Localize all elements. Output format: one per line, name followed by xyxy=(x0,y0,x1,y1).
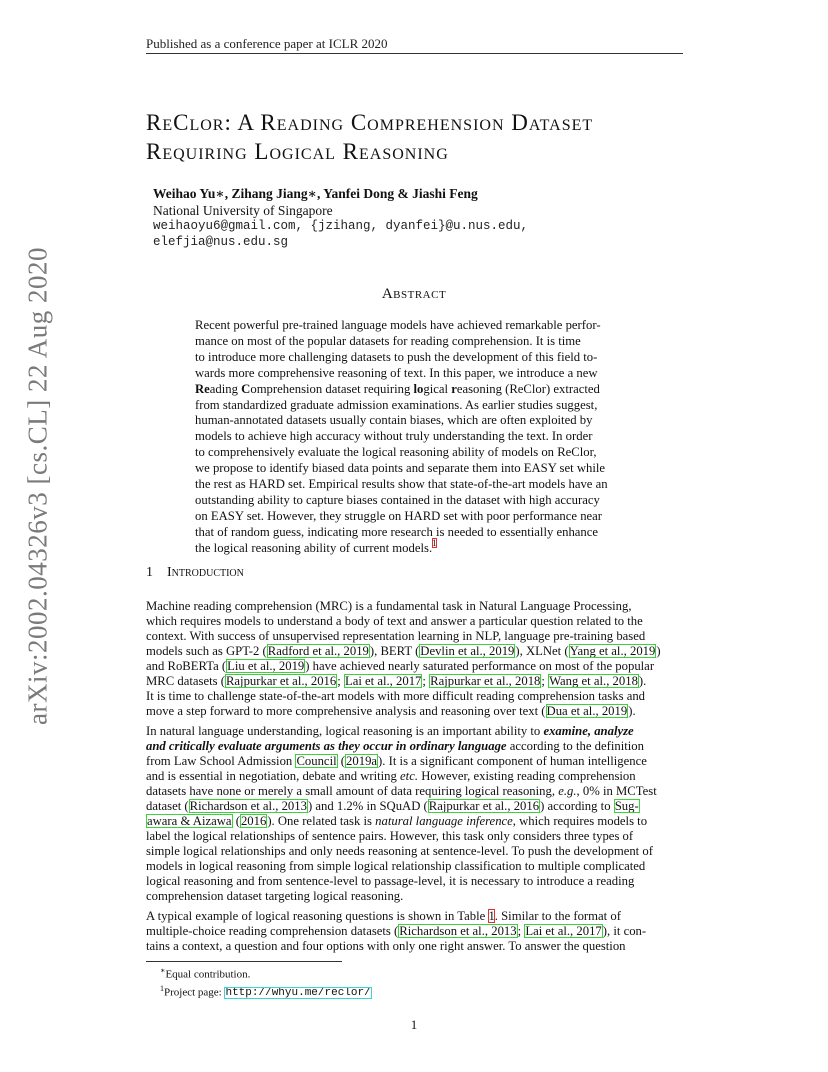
footnote-text: Equal contribution. xyxy=(165,968,251,981)
paragraph-line xyxy=(146,924,683,939)
abstract-heading: Abstract xyxy=(381,286,447,302)
citation-link[interactable]: Sug- xyxy=(614,799,639,813)
paragraph-line xyxy=(146,769,683,784)
text-fragment: gical xyxy=(423,381,452,396)
text-fragment: multiple-choice reading comprehension datasets ( xyxy=(146,924,399,938)
arxiv-stamp xyxy=(20,247,56,725)
text-fragment: datasets have none or merely a small amount of data requiring logical reasoning, xyxy=(146,784,559,798)
text-fragment: ), it con- xyxy=(602,924,647,938)
citation-link[interactable]: Devlin et al., 2019 xyxy=(420,644,515,658)
paragraph-line: logical reasoning and from sentence-level to passage-level, it is necessary to introduce a reading xyxy=(146,874,635,888)
text-fragment: , 0% in MCTest xyxy=(576,784,657,798)
text-fragment: ) xyxy=(656,644,661,658)
bold-fragment: lo xyxy=(413,381,424,396)
footnote-mark: ∗ xyxy=(160,966,166,975)
footnote-mark: 1 xyxy=(160,983,164,993)
citation-link[interactable]: Lai et al., 2017 xyxy=(344,674,422,688)
text-fragment: ). It is a significant component of human intelligence xyxy=(378,754,647,768)
bold-fragment: C xyxy=(241,381,251,396)
citation-link[interactable]: Rajpurkar et al., 2018 xyxy=(430,674,541,688)
bold-fragment: r xyxy=(451,381,457,396)
paragraph-line: context. With success of unsupervised representation learning in NLP, language pre-training based xyxy=(146,629,646,643)
italic-fragment: natural language inference xyxy=(375,814,513,828)
intro-paragraph-2 xyxy=(146,724,683,904)
text-fragment: ading xyxy=(209,381,242,396)
paragraph-line: Machine reading comprehension (MRC) is a fundamental task in Natural Language Processing, xyxy=(146,599,632,613)
italic-fragment: e.g. xyxy=(558,784,577,798)
text-fragment: ) and 1.2% in SQuAD ( xyxy=(307,799,428,813)
text-fragment: ). xyxy=(638,674,647,688)
text-fragment: ; xyxy=(517,924,525,938)
paragraph-line: models in logical reasoning from simple logical relationship classification to multiple complicated xyxy=(146,859,646,873)
abstract-line xyxy=(195,538,635,557)
abstract-line: models to achieve high accuracy without truly understanding the text. In order xyxy=(195,429,593,444)
intro-paragraph-1 xyxy=(146,599,683,719)
citation-link[interactable]: Richardson et al., 2013 xyxy=(399,924,517,938)
arxiv-stamp-text: arXiv:2002.04326v3 [cs.CL] 22 Aug 2020 xyxy=(22,247,53,725)
text-fragment: However, existing reading comprehension xyxy=(418,769,636,783)
text-fragment: ( xyxy=(337,754,346,768)
paragraph-line xyxy=(146,644,683,659)
paragraph-line: It is time to challenge state-of-the-art models with more difficult reading comprehension tasks and xyxy=(146,689,646,703)
title-line-1: ReClor: A Reading Comprehension Dataset xyxy=(146,110,594,135)
citation-link[interactable]: Council xyxy=(296,754,337,768)
text-fragment: , which requires models to xyxy=(512,814,648,828)
citation-link[interactable]: 2019a xyxy=(346,754,378,768)
text-fragment: models such as GPT-2 ( xyxy=(146,644,267,658)
text-fragment: and is essential in negotiation, debate and writing xyxy=(146,769,401,783)
section-heading-introduction xyxy=(146,565,244,581)
paragraph-line: tains a context, a question and four options with only one right answer. To answer the question xyxy=(146,939,626,953)
text-fragment: dataset ( xyxy=(146,799,189,813)
citation-link[interactable]: Wang et al., 2018 xyxy=(549,674,638,688)
abstract-line: that of random guess, indicating more research is needed to essentially enhance xyxy=(195,524,599,539)
text-fragment: . Similar to the format of xyxy=(494,909,621,923)
author-emails xyxy=(153,218,528,250)
citation-link[interactable]: Lai et al., 2017 xyxy=(525,924,602,938)
abstract-line: Recent powerful pre-trained language models have achieved remarkable perfor- xyxy=(195,318,601,332)
page-number: 1 xyxy=(410,1017,418,1032)
text-fragment: A typical example of logical reasoning questions is shown in Table xyxy=(146,909,489,923)
citation-link[interactable]: awara & Aizawa xyxy=(147,814,232,828)
section-number: 1 xyxy=(146,565,153,580)
footnote-rule xyxy=(146,961,342,962)
citation-link[interactable]: Yang et al., 2019 xyxy=(569,644,656,658)
text-fragment: ), BERT ( xyxy=(369,644,420,658)
abstract-line: to comprehensively evaluate the logical reasoning ability of models on ReClor, xyxy=(195,445,597,460)
abstract-body xyxy=(195,318,635,557)
abstract-line: to introduce more challenging datasets to push the development of this field to- xyxy=(195,349,598,364)
text-fragment: easoning (ReClor) extracted xyxy=(456,381,600,396)
text-fragment: ) have achieved nearly saturated performance on most of the popular xyxy=(305,659,655,673)
text-fragment: move a step forward to more comprehensive analysis and reasoning over text ( xyxy=(146,704,546,718)
text-fragment: according to the definition xyxy=(506,739,644,753)
bold-fragment: Re xyxy=(195,381,210,396)
paper-title xyxy=(146,108,706,166)
text-fragment: ) according to xyxy=(540,799,614,813)
text-fragment: ). One related task is xyxy=(267,814,376,828)
intro-paragraph-3 xyxy=(146,909,683,954)
paragraph-line: comprehension dataset targeting logical reasoning. xyxy=(146,889,404,903)
paragraph-line xyxy=(146,739,683,754)
text-fragment: ). xyxy=(628,704,636,718)
text-fragment: ; xyxy=(422,674,430,688)
paragraph-line xyxy=(146,704,683,719)
footnote-equal-contribution xyxy=(160,964,372,982)
paragraph-line: simple logical relationships and only needs reasoning at sentence-level. To push the development of xyxy=(146,844,653,858)
paragraph-line xyxy=(146,909,683,924)
abstract-line: we propose to identify biased data points and separate them into EASY set while xyxy=(195,461,606,476)
text-fragment: ), XLNet ( xyxy=(515,644,569,658)
paragraph-line xyxy=(146,784,683,799)
email-line-1: weihaoyu6@gmail.com, {jzihang, dyanfei}@u.nus.edu, xyxy=(153,219,529,233)
citation-link[interactable]: 2016 xyxy=(240,814,267,828)
paragraph-line xyxy=(146,799,683,814)
footnotes xyxy=(160,964,372,1000)
abstract-line: outstanding ability to capture biases contained in the dataset with high accuracy xyxy=(195,492,600,507)
abstract-line: wards more comprehensive reasoning of text. In this paper, we introduce a new xyxy=(195,365,598,380)
abstract-line: mance on most of the popular datasets for reading comprehension. It is time xyxy=(195,333,581,348)
citation-link[interactable]: Dua et al., 2019 xyxy=(546,704,628,718)
paragraph-line: label the logical relationships of sentence pairs. However, this task only considers three types of xyxy=(146,829,634,843)
email-line-2: elefjia@nus.edu.sg xyxy=(153,235,289,249)
section-title: Introduction xyxy=(167,565,244,580)
project-page-link[interactable]: http://whyu.me/reclor/ xyxy=(225,987,371,1000)
table-reference-link[interactable]: 1 xyxy=(488,909,495,923)
abstract-line xyxy=(195,382,635,398)
citation-link[interactable]: Radford et al., 2019 xyxy=(267,644,369,658)
abstract-line: on EASY set. However, they struggle on HARD set with poor performance near xyxy=(195,508,603,523)
header-rule xyxy=(146,53,683,54)
paragraph-line: which requires models to understand a body of text and answer a particular question related to the xyxy=(146,614,643,628)
paragraph-line xyxy=(146,674,683,689)
text-fragment: the logical reasoning ability of current models. xyxy=(195,540,433,555)
text-fragment: ; xyxy=(337,674,344,688)
abstract-line: the rest as HARD set. Empirical results show that state-of-the-art models have an xyxy=(195,477,608,492)
citation-link[interactable]: Richardson et al., 2013 xyxy=(189,799,307,813)
citation-link[interactable]: Rajpurkar et al., 2016 xyxy=(428,799,540,813)
text-fragment: from Law School Admission xyxy=(146,754,296,768)
author-affiliation: National University of Singapore xyxy=(153,203,333,218)
text-fragment: MRC datasets ( xyxy=(146,674,225,688)
text-fragment: ( xyxy=(232,814,240,828)
italic-fragment: etc. xyxy=(400,769,419,783)
author-names: Weihao Yu∗, Zihang Jiang∗, Yanfei Dong & Jiashi Feng xyxy=(153,186,478,201)
emphasis-fragment: examine, analyze xyxy=(543,724,634,738)
paragraph-line xyxy=(146,754,683,769)
title-line-2: Requiring Logical Reasoning xyxy=(146,139,449,164)
text-fragment: omprehension dataset requiring xyxy=(250,381,414,396)
footnote-link-1[interactable]: 1 xyxy=(432,538,437,549)
abstract-line: human-annotated datasets usually contain biases, which are often exploited by xyxy=(195,413,593,428)
citation-link[interactable]: Liu et al., 2019 xyxy=(227,659,305,673)
paragraph-line xyxy=(146,814,683,829)
conference-header: Published as a conference paper at ICLR 2020 xyxy=(146,36,388,51)
emphasis-fragment: and critically evaluate arguments as they occur in ordinary language xyxy=(146,739,507,753)
footnote-project-page xyxy=(160,982,372,1001)
text-fragment: ; xyxy=(541,674,549,688)
paragraph-line xyxy=(146,659,683,674)
text-fragment: In natural language understanding, logical reasoning is an important ability to xyxy=(146,724,544,738)
citation-link[interactable]: Rajpurkar et al., 2016 xyxy=(225,674,337,688)
text-fragment: and RoBERTa ( xyxy=(146,659,227,673)
footnote-text: Project page: xyxy=(164,986,225,999)
paragraph-line xyxy=(146,724,683,739)
abstract-line: from standardized graduate admission examinations. As earlier studies suggest, xyxy=(195,397,598,412)
